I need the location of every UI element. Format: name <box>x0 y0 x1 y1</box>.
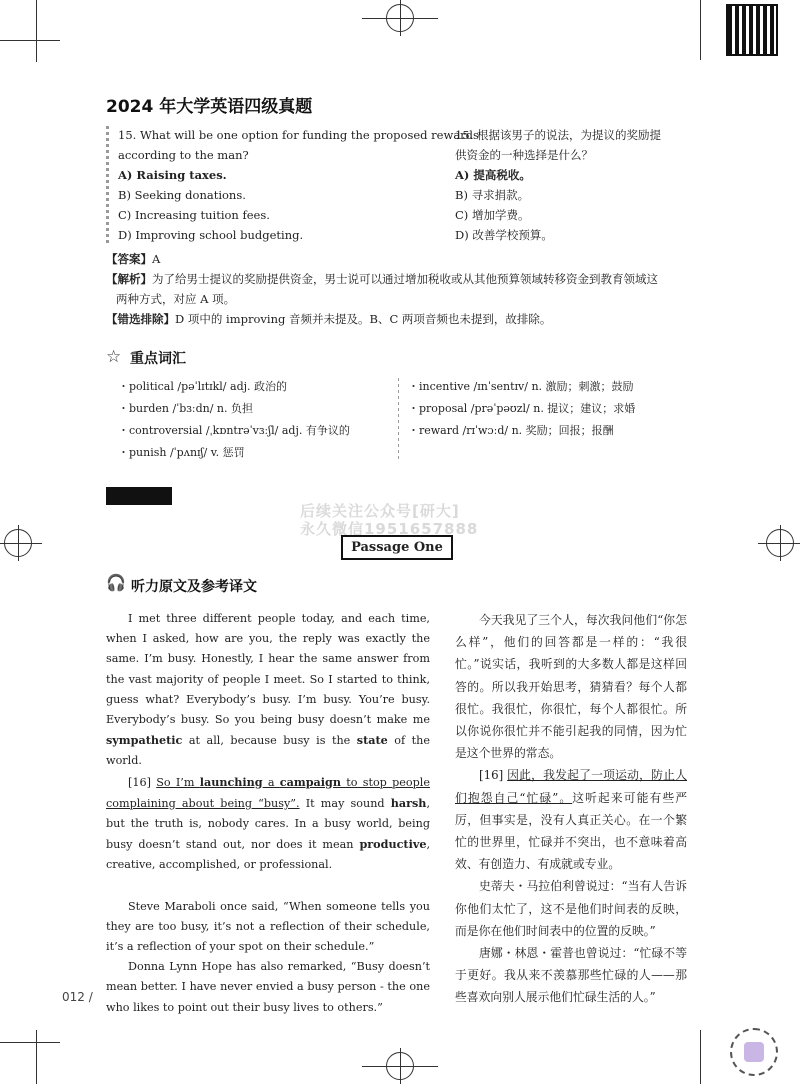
paragraph-zh: 今天我见了三个人，每次我问他们“你怎么样”，他们的回答都是一样的：“我很忙。”说实话，我听到的大多数人都是这样回答的。所以我开始思考，猜猜看？每个人都很忙。我很忙，你很忙，每个人都很忙。所以你说你很忙并不能引起我的同情，因为忙是这个世界的常态。 <box>455 613 687 761</box>
crop-mark <box>0 1042 60 1043</box>
vocab-item: ・burden /ˈbɜːdn/ n. 负担 <box>118 402 253 415</box>
page-number: 012 / <box>62 990 93 1004</box>
registration-mark <box>4 529 32 557</box>
vocab-divider <box>398 378 399 460</box>
question-text-zh: 15. 根据该男子的说法，为提议的奖励提 <box>455 128 661 142</box>
transcript-heading: 听力原文及参考译文 <box>131 579 257 595</box>
vocab-item: ・controversial /ˌkɒntrəˈvɜːʃl/ adj. 有争议的 <box>118 424 350 437</box>
option-d: D) Improving school budgeting. <box>118 228 304 242</box>
registration-mark <box>766 529 794 557</box>
crop-mark <box>36 0 37 62</box>
option-a-correct: A) Raising taxes. <box>118 168 227 182</box>
paragraph-zh-16: [16] 因此，我发起了一项运动，防止人们抱怨自己“忙碌”。这听起来可能有些严厉，但事实是，没有人真正关心。在一个繁忙的世界里，忙碌并不突出，也不意味着高效、有创造力、有成就或专业。 <box>455 768 687 872</box>
paragraph: Donna Lynn Hope has also remarked, “Busy doesn’t mean better. I have never envied a busy person - the one who likes to point out their busy lives to others.” <box>106 960 430 1014</box>
crop-mark <box>36 1030 37 1084</box>
answer-value: A <box>152 252 161 266</box>
vocab-list-right <box>408 376 635 442</box>
chinese-translation <box>455 609 687 1009</box>
paragraph-zh: 唐娜・林恩・霍普也曾说过：“忙碌不等于更好。我从来不羡慕那些忙碌的人——那些喜欢向别人展示他们忙碌生活的人。” <box>455 946 687 1005</box>
paragraph-16: [16] So I’m launching a campaign to stop people complaining about being “busy”. It may sound harsh, but the truth is, nobody cares. In a busy world, being busy doesn’t stand out, nor does it mean productive, creative, accomplished, or professional. <box>106 774 430 872</box>
mini-program-code-icon <box>730 1028 778 1076</box>
answer-label: 【答案】 <box>106 252 152 266</box>
option-b-zh: B) 寻求捐款。 <box>455 188 530 202</box>
question-text-zh: 供资金的一种选择是什么？ <box>455 148 593 162</box>
page-title: 2024 年大学英语四级真题 <box>106 97 313 117</box>
option-b: B) Seeking donations. <box>118 188 246 202</box>
analysis-text: 为了给男士提议的奖励提供资金，男士说可以通过增加税收或从其他预算领域转移资金到教育领域这 <box>152 272 658 286</box>
analysis-text-cont: 两种方式，对应 A 项。 <box>116 292 236 306</box>
question-divider <box>106 126 109 244</box>
vocab-item: ・incentive /ɪnˈsentɪv/ n. 激励；刺激；鼓励 <box>408 380 634 393</box>
option-d-zh: D) 改善学校预算。 <box>455 228 553 242</box>
headphones-icon: 🎧 <box>106 573 126 592</box>
paragraph: I met three different people today, and each time, when I asked, how are you, the reply was exactly the same. I’m busy. Honestly, I hear the same answer from the vast majority of people I meet. So I started to think, guess what? Everybody’s busy. I’m busy. You’re busy. Everybody’s busy. So you being busy doesn’t make me sympathetic at all, because busy is the state of the world. <box>106 612 430 768</box>
vocab-list-left <box>118 376 350 464</box>
question-text: according to the man? <box>118 148 249 162</box>
vocab-heading: 重点词汇 <box>130 351 186 367</box>
option-c: C) Increasing tuition fees. <box>118 208 270 222</box>
exclude-text: D 项中的 improving 音频并未提及。B、C 两项音频也未提到，故排除。 <box>175 312 552 326</box>
exclude-label: 【错选排除】 <box>106 312 175 326</box>
english-transcript <box>106 609 430 1018</box>
question-english <box>118 125 479 245</box>
question-text: 15. What will be one option for funding the proposed rewards <box>118 128 479 142</box>
paragraph-zh: 史蒂夫・马拉伯利曾说过：“当有人告诉你他们太忙了，这不是他们时间表的反映，而是你在他们时间表中的位置的反映。” <box>455 879 687 938</box>
option-a-zh-correct: A) 提高税收。 <box>455 168 531 182</box>
analysis-label: 【解析】 <box>106 272 152 286</box>
vocab-item: ・punish /ˈpʌnɪʃ/ v. 惩罚 <box>118 446 245 459</box>
registration-mark <box>386 1052 414 1080</box>
crop-mark <box>700 1030 701 1084</box>
registration-mark <box>386 4 414 32</box>
answer-block <box>106 249 696 329</box>
watermark: 后续关注公众号[研大] 永久微信1951657888 <box>300 502 479 538</box>
question-chinese <box>455 125 661 245</box>
star-icon: ☆ <box>106 347 122 367</box>
passage-label: Passage One <box>341 535 453 560</box>
section-bar <box>106 487 172 505</box>
qr-code-icon <box>726 4 778 56</box>
vocab-item: ・proposal /prəˈpəʊzl/ n. 提议；建议；求婚 <box>408 402 636 415</box>
option-c-zh: C) 增加学费。 <box>455 208 530 222</box>
vocab-item: ・political /pəˈlɪtɪkl/ adj. 政治的 <box>118 380 288 393</box>
paragraph: Steve Maraboli once said, “When someone tells you they are too busy, it’s not a reflection of their schedule, it’s a reflection of your spot on their schedule.” <box>106 899 430 954</box>
crop-mark <box>0 40 60 41</box>
crop-mark <box>700 0 701 60</box>
vocab-item: ・reward /rɪˈwɔːd/ n. 奖励；回报；报酬 <box>408 424 614 437</box>
